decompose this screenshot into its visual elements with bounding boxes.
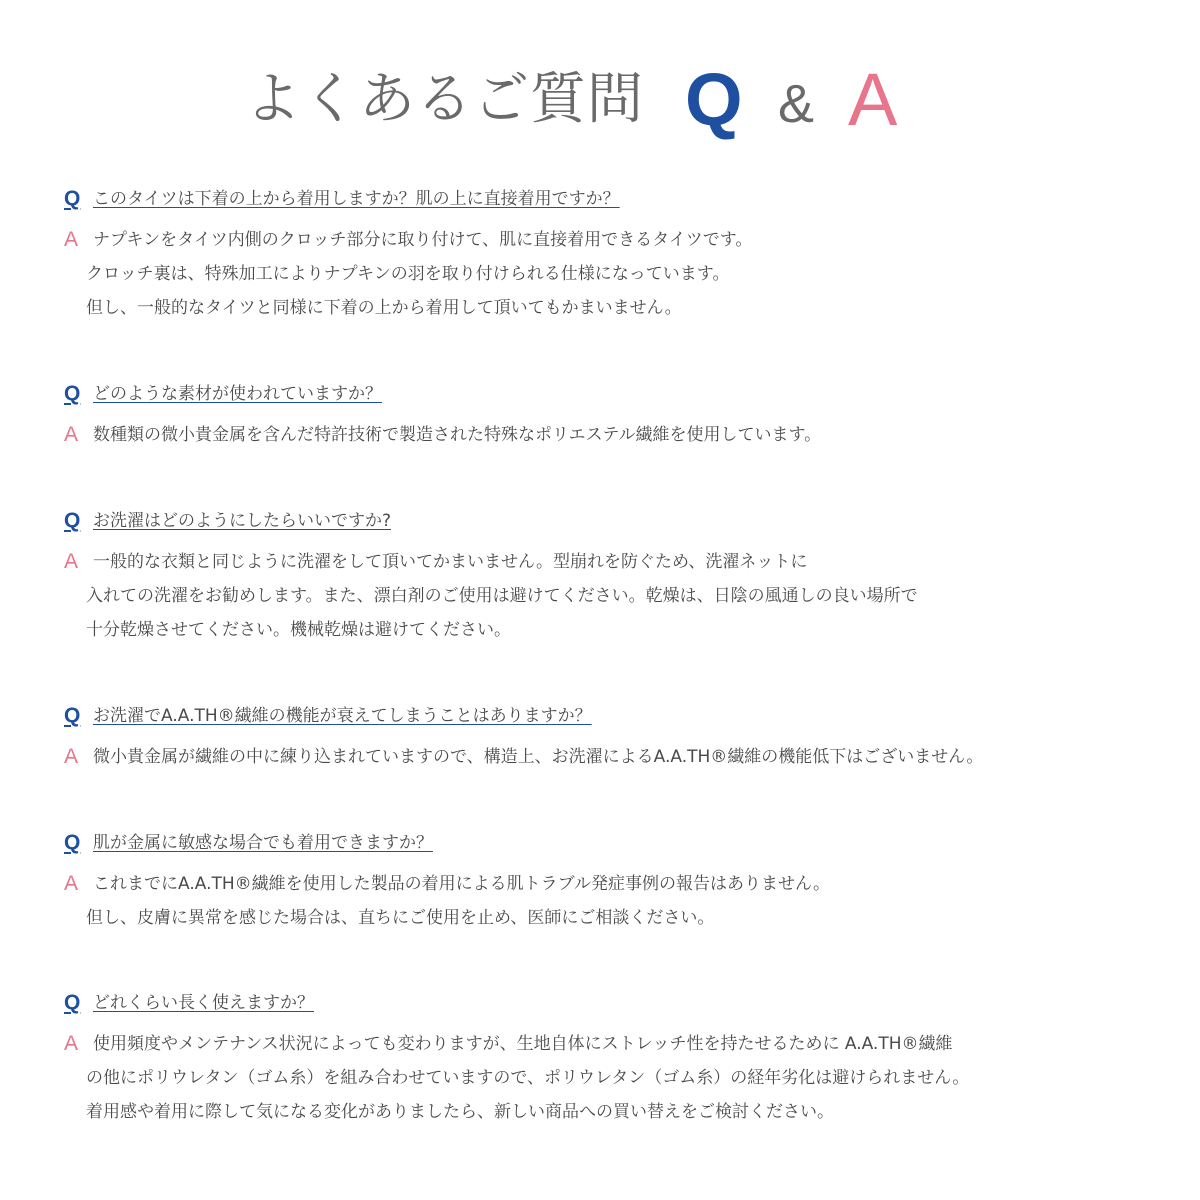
faq-question	[64, 186, 1174, 212]
faq-answer	[64, 418, 1174, 452]
question-mark-icon: Q	[64, 991, 81, 1014]
answer-line: ナプキンをタイツ内側のクロッチ部分に取り付けて、肌に直接着用できるタイツです。	[93, 230, 753, 250]
question-text: どれくらい長く使えますか？	[93, 993, 314, 1013]
faq-answer	[64, 740, 1174, 774]
faq-answer	[64, 867, 1174, 935]
faq-answer	[64, 1027, 1174, 1129]
answer-line: 一般的な衣類と同じように洗濯をして頂いてかまいません。型崩れを防ぐため、洗濯ネットに	[93, 552, 808, 572]
page-title: よくあるご質問	[245, 67, 644, 132]
faq-item	[64, 703, 1174, 774]
answer-line: 着用感や着用に際して気になる変化がありましたら、新しい商品への買い替えをご検討ください。	[86, 1102, 834, 1122]
question-text: お洗濯でA.A.TH®繊維の機能が衰えてしまうことはありますか？	[93, 706, 592, 726]
qa-logo-q: Q	[685, 58, 743, 141]
answer-mark-icon: A	[64, 745, 79, 768]
question-mark-icon: Q	[64, 382, 81, 405]
faq-answer	[64, 223, 1174, 325]
answer-mark-icon: A	[64, 1032, 79, 1055]
faq-item	[64, 381, 1174, 452]
answer-mark-icon: A	[64, 423, 79, 446]
answer-line: 但し、皮膚に異常を感じた場合は、直ちにご使用を止め、医師にご相談ください。	[86, 908, 715, 928]
question-mark-icon: Q	[64, 187, 81, 210]
qa-logo-a: A	[848, 58, 898, 141]
faq-question	[64, 381, 1174, 407]
question-mark-icon: Q	[64, 509, 81, 532]
answer-line: 数種類の微小貴金属を含んだ特許技術で製造された特殊なポリエステル繊維を使用しています。	[93, 425, 822, 445]
faq-question	[64, 703, 1174, 729]
answer-line: 使用頻度やメンテナンス状況によっても変わりますが、生地自体にストレッチ性を持たせるために A.A.TH®繊維	[93, 1034, 953, 1054]
answer-line: 但し、一般的なタイツと同様に下着の上から着用して頂いてもかまいません。	[86, 298, 682, 318]
question-text: お洗濯はどのようにしたらいいですか?	[93, 511, 392, 531]
answer-line: 微小貴金属が繊維の中に練り込まれていますので、構造上、お洗濯によるA.A.TH®繊維の機能低下はございません。	[93, 747, 984, 767]
faq-item	[64, 830, 1174, 935]
answer-line: クロッチ裏は、特殊加工によりナプキンの羽を取り付けられる仕様になっています。	[86, 264, 730, 284]
faq-item	[64, 508, 1174, 647]
question-mark-icon: Q	[64, 704, 81, 727]
answer-line: の他にポリウレタン（ゴム糸）を組み合わせていますので、ポリウレタン（ゴム糸）の経年劣化は避けられません。	[86, 1068, 970, 1088]
answer-line: 入れての洗濯をお勧めします。また、漂白剤のご使用は避けてください。乾燥は、日陰の風通しの良い場所で	[86, 586, 918, 606]
faq-question	[64, 508, 1174, 534]
question-text: どのような素材が使われていますか？	[93, 384, 382, 404]
answer-mark-icon: A	[64, 228, 79, 251]
faq-question	[64, 990, 1174, 1016]
page-header	[0, 58, 1200, 142]
answer-line: 十分乾燥させてください。機械乾燥は避けてください。	[86, 620, 511, 640]
question-text: 肌が金属に敏感な場合でも着用できますか？	[93, 833, 433, 853]
answer-mark-icon: A	[64, 550, 79, 573]
faq-item	[64, 186, 1174, 325]
qa-logo-ampersand: &	[778, 74, 815, 134]
faq-answer	[64, 545, 1174, 647]
faq-item	[64, 990, 1174, 1129]
question-text: このタイツは下着の上から着用しますか？肌の上に直接着用ですか？	[93, 189, 620, 209]
faq-question	[64, 830, 1174, 856]
question-mark-icon: Q	[64, 831, 81, 854]
answer-line: これまでにA.A.TH®繊維を使用した製品の着用による肌トラブル発症事例の報告はありません。	[93, 874, 830, 894]
answer-mark-icon: A	[64, 872, 79, 895]
